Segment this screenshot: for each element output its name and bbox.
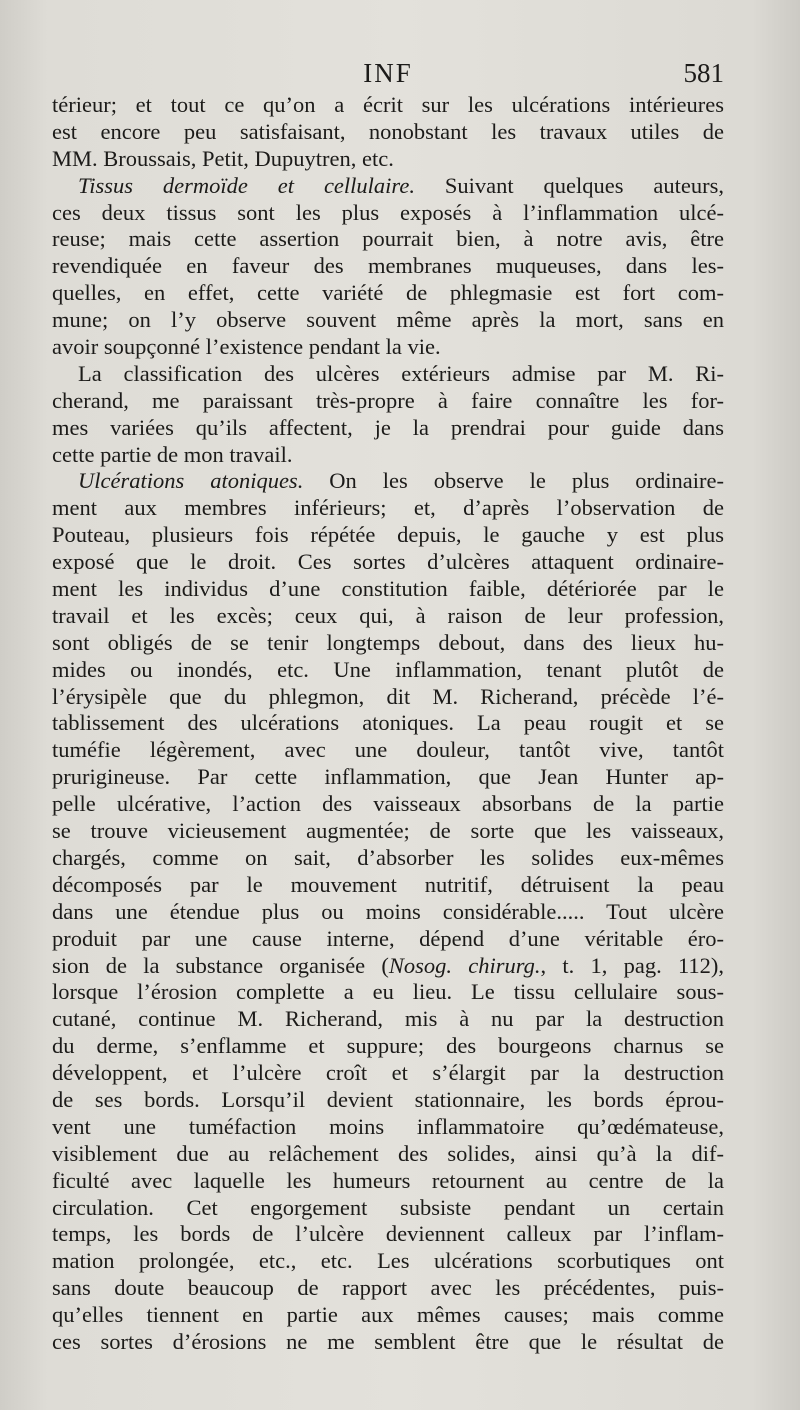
text-line — [52, 226, 724, 253]
text-run: tablissement des ulcérations atoniques. La peau rougit et se — [52, 710, 724, 736]
text-run: vent une tuméfaction moins inflammatoire qu’œdémateuse, — [52, 1113, 724, 1139]
text-line — [52, 1006, 724, 1033]
text-line — [52, 576, 724, 603]
text-line — [52, 737, 724, 764]
text-run: décomposés par le mouvement nutritif, détruisent la peau — [52, 871, 724, 897]
italic-text: Ulcérations atoniques. — [78, 468, 304, 494]
text-line — [52, 953, 724, 980]
text-run: produit par une cause interne, dépend d’une véritable éro- — [52, 925, 724, 951]
text-line — [52, 146, 724, 173]
text-line — [52, 684, 724, 711]
text-run: cutané, continue M. Richerand, mis à nu par la destruction — [52, 1006, 724, 1032]
text-line — [52, 1302, 724, 1329]
text-line — [52, 710, 724, 737]
text-line — [52, 253, 724, 280]
text-run: cette partie de mon travail. — [52, 441, 293, 467]
text-line — [52, 764, 724, 791]
text-line — [52, 1329, 724, 1356]
text-run: , t. 1, pag. 112), — [540, 952, 724, 978]
text-run: pelle ulcérative, l’action des vaisseaux absorbans de la partie — [52, 791, 724, 817]
text-line — [52, 1275, 724, 1302]
text-line — [52, 630, 724, 657]
text-run: de ses bords. Lorsqu’il devient stationnaire, les bords éprou- — [52, 1086, 724, 1112]
text-run: dans une étendue plus ou moins considérable..... Tout ulcère — [52, 898, 724, 924]
text-run: ces sortes d’érosions ne me semblent être que le résultat de — [52, 1328, 724, 1354]
text-run: chargés, comme on sait, d’absorber les solides eux-mêmes — [52, 844, 724, 870]
text-line — [52, 1114, 724, 1141]
text-line — [52, 1221, 724, 1248]
text-run: MM. Broussais, Petit, Dupuytren, etc. — [52, 145, 394, 171]
text-run: mides ou inondés, etc. Une inflammation, tenant plutôt de — [52, 656, 724, 682]
text-line — [52, 495, 724, 522]
text-run: temps, les bords de l’ulcère deviennent calleux par l’inflam- — [52, 1221, 724, 1247]
text-line — [52, 1195, 724, 1222]
text-line — [52, 845, 724, 872]
text-run: tuméfie légèrement, avec une douleur, tantôt vive, tantôt — [52, 737, 724, 763]
text-run: sion de la substance organisée ( — [52, 952, 389, 978]
text-run: ment les individus d’une constitution faible, détériorée par le — [52, 576, 724, 602]
text-line — [52, 119, 724, 146]
text-line — [52, 1168, 724, 1195]
text-run: prurigineuse. Par cette inflammation, que Jean Hunter ap- — [52, 764, 724, 790]
text-run: mes variées qu’ils affectent, je la prendrai pour guide dans — [52, 414, 724, 440]
text-line — [52, 818, 724, 845]
text-run: quelles, en effet, cette variété de phlegmasie est fort com- — [52, 280, 724, 306]
text-line — [52, 791, 724, 818]
text-run: développent, et l’ulcère croît et s’élargit par la destruction — [52, 1060, 724, 1086]
running-head: INF — [363, 58, 413, 88]
text-run: ficulté avec laquelle les humeurs retournent au centre de la — [52, 1167, 724, 1193]
text-run: reuse; mais cette assertion pourrait bien, à notre avis, être — [52, 226, 724, 252]
italic-text: Nosog. chirurg. — [388, 952, 541, 978]
text-line — [52, 979, 724, 1006]
text-line — [52, 415, 724, 442]
text-line — [52, 334, 724, 361]
body-text — [52, 92, 724, 1356]
text-line — [52, 1033, 724, 1060]
text-line — [52, 899, 724, 926]
text-line — [52, 361, 724, 388]
text-run: visiblement due au relâchement des solides, ainsi qu’à la dif- — [52, 1140, 724, 1166]
text-line — [52, 522, 724, 549]
text-run: revendiquée en faveur des membranes muqueuses, dans les- — [52, 253, 724, 279]
text-run: du derme, s’enflamme et suppure; des bourgeons charnus se — [52, 1033, 724, 1059]
text-run: La classification des ulcères extérieurs admise par M. Ri- — [78, 360, 724, 386]
text-line — [52, 872, 724, 899]
text-run: mune; on l’y observe souvent même après la mort, sans en — [52, 307, 724, 333]
text-run: Pouteau, plusieurs fois répétée depuis, le gauche y est plus — [52, 522, 724, 548]
text-line — [52, 926, 724, 953]
text-line — [52, 1087, 724, 1114]
text-line — [52, 1060, 724, 1087]
text-run: cherand, me paraissant très-propre à faire connaître les for- — [52, 387, 724, 413]
text-line — [52, 280, 724, 307]
text-line — [52, 657, 724, 684]
text-line — [52, 92, 724, 119]
italic-text: Tissus dermoïde et cellulaire. — [78, 172, 415, 198]
text-line — [52, 307, 724, 334]
text-run: se trouve vicieusement augmentée; de sorte que les vaisseaux, — [52, 818, 724, 844]
text-run: sans doute beaucoup de rapport avec les précédentes, puis- — [52, 1275, 724, 1301]
text-line — [52, 388, 724, 415]
text-line — [52, 549, 724, 576]
text-line — [52, 200, 724, 227]
text-line — [52, 468, 724, 495]
text-line — [52, 1141, 724, 1168]
page-header — [52, 58, 724, 92]
text-run: sont obligés de se tenir longtemps debout, dans des lieux hu- — [52, 629, 724, 655]
text-run: térieur; et tout ce qu’on a écrit sur les ulcérations intérieures — [52, 92, 724, 117]
text-run: mation prolongée, etc., etc. Les ulcérations scorbutiques ont — [52, 1248, 724, 1274]
text-line — [52, 603, 724, 630]
text-run: qu’elles tiennent en partie aux mêmes causes; mais comme — [52, 1302, 724, 1328]
text-line — [52, 1248, 724, 1275]
text-line — [52, 442, 724, 469]
page-number: 581 — [683, 58, 724, 88]
text-run: travail et les excès; ceux qui, à raison de leur profession, — [52, 602, 724, 628]
text-run: est encore peu satisfaisant, nonobstant les travaux utiles de — [52, 118, 724, 144]
text-run: On les observe le plus ordinaire- — [303, 468, 725, 494]
text-run: Suivant quelques auteurs, — [414, 172, 724, 198]
text-run: circulation. Cet engorgement subsiste pendant un certain — [52, 1194, 724, 1220]
text-line — [52, 173, 724, 200]
text-run: ment aux membres inférieurs; et, d’après l’observation de — [52, 495, 724, 521]
text-run: ces deux tissus sont les plus exposés à l’inflammation ulcé- — [52, 199, 724, 225]
text-run: lorsque l’érosion complette a eu lieu. Le tissu cellulaire sous- — [52, 979, 724, 1005]
text-run: exposé que le droit. Ces sortes d’ulcères attaquent ordinaire- — [52, 549, 724, 575]
text-run: l’érysipèle que du phlegmon, dit M. Richerand, précède l’é- — [52, 683, 724, 709]
text-run: avoir soupçonné l’existence pendant la vie. — [52, 334, 441, 360]
